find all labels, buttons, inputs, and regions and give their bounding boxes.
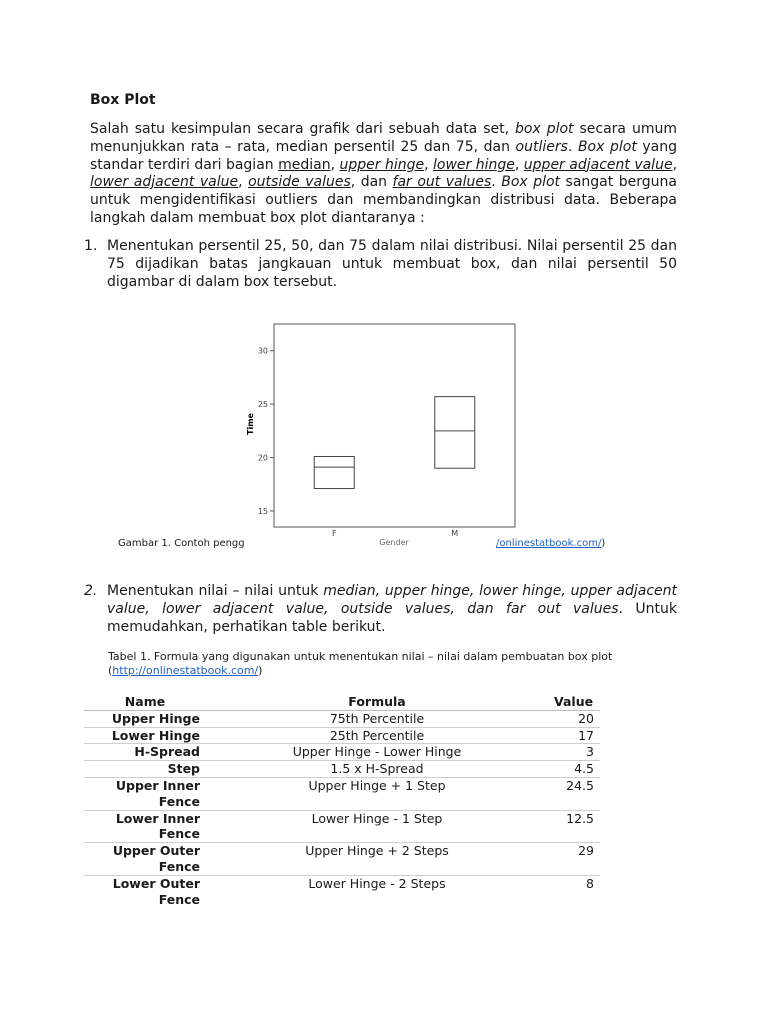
x-tick-label: F <box>331 529 337 538</box>
row-name: Lower Hinge <box>111 727 200 743</box>
row-value: 20 <box>578 710 594 726</box>
intro-text: , <box>330 156 340 173</box>
step2-text: . Untuk memudahkan, perhatikan table berikut. <box>107 600 677 635</box>
table-row <box>84 761 600 778</box>
intro-term: Box plot <box>577 138 637 155</box>
header-name: Name <box>124 694 166 709</box>
intro-paragraph <box>90 121 677 228</box>
row-value: 24.5 <box>566 777 594 793</box>
row-formula: Upper Hinge - Lower Hinge <box>292 744 462 760</box>
intro-text: sangat berguna untuk mengidentifikasi outliers dan membandingkan distribusi data. Beberapa langkah dalam membuat box plot diantaranya : <box>90 174 677 226</box>
list-number-text: 2. <box>84 583 98 599</box>
intro-text: yang standar terdiri dari bagian <box>90 138 678 173</box>
table-caption-text: Tabel 1. Formula yang digunakan untuk menentukan nilai – nilai dalam pembuatan box plot <box>108 650 613 663</box>
table-header-row <box>84 694 600 710</box>
table-caption <box>108 650 648 677</box>
row-value: 17 <box>578 727 594 743</box>
intro-term-underlined: median <box>278 156 331 173</box>
row-formula: Lower Hinge - 1 Step <box>311 810 443 826</box>
x-tick-label: M <box>451 529 459 538</box>
y-tick-label: 20 <box>257 453 268 463</box>
box-m <box>435 397 475 469</box>
y-tick-label: 15 <box>257 506 268 516</box>
intro-text: , dan <box>350 174 393 191</box>
caption-paren: ( <box>108 663 113 677</box>
intro-text: secara umum menunjukkan rata – rata, median persentil 25 dan 75, dan <box>90 121 677 155</box>
table-row <box>84 744 600 761</box>
table-row <box>84 843 600 876</box>
table-row <box>84 810 600 843</box>
row-name: Lower Outer Fence <box>112 875 200 907</box>
row-name: Upper Outer Fence <box>112 843 200 874</box>
intro-term: outliers <box>515 138 568 155</box>
row-name: Upper Hinge <box>111 710 200 726</box>
y-tick-label: 30 <box>257 346 268 356</box>
list-number: 1. <box>84 238 98 254</box>
figure-caption-source <box>496 538 605 549</box>
row-formula: Lower Hinge - 2 Steps <box>308 875 446 891</box>
step2-text: Menentukan nilai – nilai untuk <box>107 583 324 599</box>
intro-term: Box plot <box>501 174 561 191</box>
caption-paren: ) <box>258 663 263 677</box>
source-link[interactable]: /onlinestatbook.com/ <box>496 538 602 549</box>
intro-text: , <box>672 156 678 173</box>
intro-term-underlined: far out values <box>392 174 492 191</box>
caption-paren: ) <box>601 538 606 549</box>
y-tick-label: 25 <box>257 400 268 410</box>
intro-term: box plot <box>515 121 574 137</box>
row-value: 4.5 <box>574 761 594 777</box>
y-axis-label: Time <box>246 413 255 435</box>
formula-table <box>84 694 600 907</box>
row-name: Upper Inner Fence <box>115 777 200 809</box>
row-value: 12.5 <box>566 810 594 826</box>
intro-text: , <box>238 174 249 191</box>
intro-term-underlined: lower adjacent value <box>90 174 239 191</box>
row-name: Lower Inner Fence <box>115 810 200 842</box>
intro-text: . <box>491 174 502 191</box>
table-row <box>84 777 600 810</box>
table-row <box>84 710 600 727</box>
page-title: Box Plot <box>90 92 156 108</box>
intro-text: , <box>514 156 524 173</box>
intro-term-underlined: upper adjacent value <box>523 156 673 173</box>
row-formula: Upper Hinge + 1 Step <box>308 777 446 793</box>
table-row <box>84 727 600 744</box>
row-formula: 1.5 x H-Spread <box>330 761 424 777</box>
table-row <box>84 875 600 907</box>
step2-terms: median, upper hinge, lower hinge, upper adjacent value, lower adjacent value, outside values, dan far out values <box>107 583 677 617</box>
row-name: H-Spread <box>134 744 200 760</box>
intro-text: . <box>567 138 578 155</box>
intro-text: , <box>424 156 434 173</box>
intro-term-underlined: lower hinge <box>433 156 515 173</box>
caption-text: Gambar 1. Contoh pengg <box>118 538 245 549</box>
header-formula: Formula <box>348 694 406 709</box>
box-plot-chart <box>236 316 526 546</box>
row-formula: Upper Hinge + 2 Steps <box>305 843 449 859</box>
list-text <box>107 583 677 636</box>
intro-text: Salah satu kesimpulan secara grafik dari sebuah data set, <box>90 121 516 137</box>
table-source-link[interactable]: http://onlinestatbook.com/ <box>112 663 259 677</box>
row-name: Step <box>167 761 200 777</box>
intro-term-underlined: outside values <box>248 174 351 191</box>
box-f <box>314 456 354 488</box>
header-value: Value <box>554 694 594 709</box>
figure-caption <box>118 538 245 549</box>
intro-term-underlined: upper hinge <box>339 156 425 173</box>
row-value: 29 <box>578 843 594 859</box>
x-axis-label: Gender <box>379 538 409 546</box>
row-value: 3 <box>586 744 594 760</box>
plot-frame <box>274 324 515 527</box>
row-formula: 75th Percentile <box>329 710 425 726</box>
row-formula: 25th Percentile <box>329 727 425 743</box>
list-number <box>84 583 97 601</box>
row-value: 8 <box>586 875 594 891</box>
list-text: Menentukan persentil 25, 50, dan 75 dalam nilai distribusi. Nilai persentil 25 dan 75 dijadikan batas jangkauan untuk membuat box, dan nilai persentil 50 digambar di dalam box tersebut. <box>107 238 677 290</box>
